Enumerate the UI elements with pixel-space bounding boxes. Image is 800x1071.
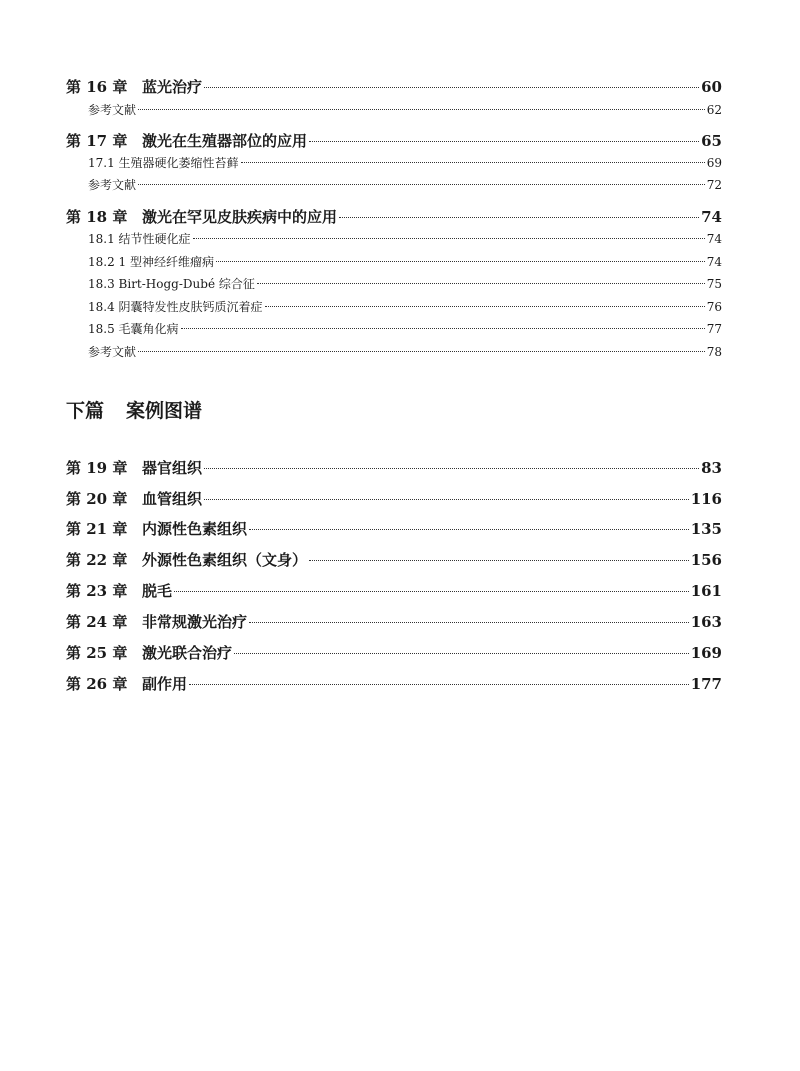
chapter-number: 第 17 章 bbox=[66, 132, 128, 150]
toc-chapter-16[interactable] bbox=[66, 76, 722, 97]
toc-section[interactable] bbox=[66, 298, 722, 315]
page-number: 62 bbox=[706, 103, 722, 117]
page-number: 76 bbox=[706, 300, 722, 314]
page-number: 74 bbox=[701, 208, 722, 226]
chapter-number: 第 24 章 bbox=[66, 613, 128, 631]
toc-chapter-20[interactable] bbox=[66, 488, 722, 509]
chapter-title: 脱毛 bbox=[142, 582, 173, 600]
dot-leader bbox=[265, 306, 705, 307]
dot-leader bbox=[309, 141, 699, 142]
dot-leader bbox=[241, 162, 705, 163]
dot-leader bbox=[257, 283, 705, 284]
toc-chapter-17[interactable] bbox=[66, 130, 722, 151]
section-title: 18.5 毛囊角化病 bbox=[88, 322, 179, 336]
page-number: 74 bbox=[706, 232, 722, 246]
dot-leader bbox=[174, 591, 689, 592]
toc-chapter-21[interactable] bbox=[66, 518, 722, 539]
chapter-number: 第 18 章 bbox=[66, 208, 128, 226]
chapter-number: 第 26 章 bbox=[66, 675, 128, 693]
toc-chapter-23[interactable] bbox=[66, 580, 722, 601]
dot-leader bbox=[138, 109, 705, 110]
toc-chapter-24[interactable] bbox=[66, 611, 722, 632]
page-number: 163 bbox=[690, 613, 722, 631]
dot-leader bbox=[249, 622, 689, 623]
section-title: 18.2 1 型神经纤维瘤病 bbox=[88, 255, 214, 269]
section-title: 18.3 Birt-Hogg-Dubé 综合征 bbox=[88, 277, 255, 291]
dot-leader bbox=[249, 529, 689, 530]
toc-chapter-22[interactable] bbox=[66, 549, 722, 570]
chapter-number: 第 20 章 bbox=[66, 490, 128, 508]
toc-references[interactable] bbox=[66, 176, 722, 193]
page-number: 69 bbox=[706, 156, 722, 170]
dot-leader bbox=[189, 684, 689, 685]
page-number: 135 bbox=[690, 520, 722, 538]
dot-leader bbox=[309, 560, 689, 561]
reference-title: 参考文献 bbox=[88, 345, 137, 359]
page-number: 177 bbox=[690, 675, 722, 693]
page-number: 77 bbox=[706, 322, 722, 336]
page-number: 116 bbox=[690, 490, 722, 508]
toc-references[interactable] bbox=[66, 101, 722, 118]
chapter-title: 激光在生殖器部位的应用 bbox=[142, 132, 308, 150]
dot-leader bbox=[138, 184, 705, 185]
page-number: 65 bbox=[701, 132, 722, 150]
toc-references[interactable] bbox=[66, 343, 722, 360]
dot-leader bbox=[204, 499, 689, 500]
page-number: 156 bbox=[690, 551, 722, 569]
page-number: 60 bbox=[701, 78, 722, 96]
chapter-number: 第 19 章 bbox=[66, 459, 128, 477]
chapter-title: 器官组织 bbox=[142, 459, 203, 477]
dot-leader bbox=[234, 653, 689, 654]
section-title: 18.1 结节性硬化症 bbox=[88, 232, 191, 246]
chapter-number: 第 23 章 bbox=[66, 582, 128, 600]
toc-chapter-25[interactable] bbox=[66, 642, 722, 663]
section-title: 18.4 阴囊特发性皮肤钙质沉着症 bbox=[88, 300, 263, 314]
section-title: 17.1 生殖器硬化萎缩性苔藓 bbox=[88, 156, 239, 170]
page-number: 75 bbox=[706, 277, 722, 291]
page-number: 78 bbox=[706, 345, 722, 359]
page-number: 169 bbox=[690, 644, 722, 662]
dot-leader bbox=[204, 87, 699, 88]
dot-leader bbox=[339, 217, 699, 218]
dot-leader bbox=[216, 261, 705, 262]
part-label: 下篇 bbox=[66, 400, 105, 422]
chapter-title: 内源性色素组织 bbox=[142, 520, 248, 538]
part-title: 案例图谱 bbox=[126, 400, 203, 422]
toc-section[interactable] bbox=[66, 253, 722, 270]
dot-leader bbox=[193, 238, 705, 239]
toc-chapter-19[interactable] bbox=[66, 457, 722, 478]
chapter-title: 激光联合治疗 bbox=[142, 644, 233, 662]
chapter-number: 第 16 章 bbox=[66, 78, 128, 96]
dot-leader bbox=[204, 468, 699, 469]
chapter-title: 外源性色素组织（文身） bbox=[142, 551, 308, 569]
reference-title: 参考文献 bbox=[88, 103, 137, 117]
page-number: 161 bbox=[690, 582, 722, 600]
toc-section[interactable] bbox=[66, 154, 722, 171]
toc-chapter-18[interactable] bbox=[66, 206, 722, 227]
toc-section[interactable] bbox=[66, 320, 722, 337]
page-number: 83 bbox=[701, 459, 722, 477]
chapter-title: 副作用 bbox=[142, 675, 188, 693]
dot-leader bbox=[181, 328, 705, 329]
chapter-title: 非常规激光治疗 bbox=[142, 613, 248, 631]
chapter-title: 蓝光治疗 bbox=[142, 78, 203, 96]
dot-leader bbox=[138, 351, 705, 352]
toc-section[interactable] bbox=[66, 275, 722, 292]
toc-section[interactable] bbox=[66, 230, 722, 247]
chapter-title: 血管组织 bbox=[142, 490, 203, 508]
toc-chapter-26[interactable] bbox=[66, 673, 722, 694]
chapter-number: 第 21 章 bbox=[66, 520, 128, 538]
page-number: 74 bbox=[706, 255, 722, 269]
chapter-number: 第 25 章 bbox=[66, 644, 128, 662]
chapter-number: 第 22 章 bbox=[66, 551, 128, 569]
chapter-title: 激光在罕见皮肤疾病中的应用 bbox=[142, 208, 338, 226]
reference-title: 参考文献 bbox=[88, 178, 137, 192]
page-number: 72 bbox=[706, 178, 722, 192]
part-heading bbox=[66, 396, 202, 423]
